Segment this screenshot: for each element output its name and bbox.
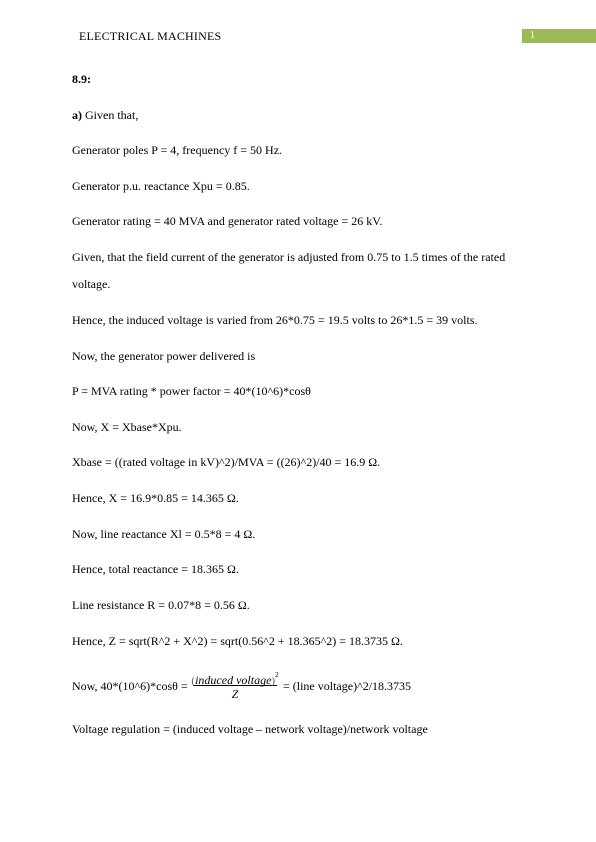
paragraph-line: Given, that the field current of the generator is adjusted from 0.75 to 1.5 times of the rated [72, 250, 506, 264]
numerator-text: induced voltage [195, 673, 272, 687]
part-a-intro [72, 108, 138, 123]
paragraph-line: Hence, Z = sqrt(R^2 + X^2) = sqrt(0.56^2 + 18.365^2) = 18.3735 Ω. [72, 634, 403, 648]
paragraph-line: Now, the generator power delivered is [72, 349, 256, 363]
fraction-numerator: (induced voltage)$^2$ [191, 671, 279, 687]
paragraph-line: Generator poles P = 4, frequency f = 50 Hz. [72, 143, 283, 157]
paragraph-line: Xbase = ((rated voltage in kV)^2)/MVA = ((26)^2)/40 = 16.9 Ω. [72, 455, 381, 469]
paragraph-line: Hence, total reactance = 18.365 Ω. [72, 562, 239, 576]
paragraph-line: Now, line reactance Xl = 0.5*8 = 4 Ω. [72, 527, 256, 541]
paragraph-line: Now, X = Xbase*Xpu. [72, 420, 182, 434]
page-number-badge: 1 [522, 29, 596, 43]
fraction [191, 670, 279, 701]
paragraph-line: P = MVA rating * power factor = 40*(10^6)*cosθ [72, 384, 311, 398]
equation-right: = (line voltage)^2/18.3735 [283, 679, 412, 693]
paragraph-line: Voltage regulation = (induced voltage – network voltage)/network voltage [72, 722, 428, 736]
part-intro-text: Given that, [85, 108, 139, 122]
paragraph-line: Hence, the induced voltage is varied from 26*0.75 = 19.5 volts to 26*1.5 = 39 volts. [72, 313, 478, 327]
paragraph-line: voltage. [72, 277, 111, 291]
section-heading: 8.9: [72, 72, 91, 86]
paragraph-line: Generator p.u. reactance Xpu = 0.85. [72, 179, 250, 193]
paragraph-line: Generator rating = 40 MVA and generator rated voltage = 26 kV. [72, 214, 383, 228]
equation-left: Now, 40*(10^6)*cosθ = [72, 679, 188, 693]
exponent: 2 [275, 671, 279, 679]
fraction-denominator: Z [231, 687, 239, 701]
part-label: a) [72, 108, 82, 122]
paragraph-line: Hence, X = 16.9*0.85 = 14.365 Ω. [72, 491, 239, 505]
header-title: ELECTRICAL MACHINES [79, 29, 222, 43]
paragraph-line: Line resistance R = 0.07*8 = 0.56 Ω. [72, 598, 250, 612]
